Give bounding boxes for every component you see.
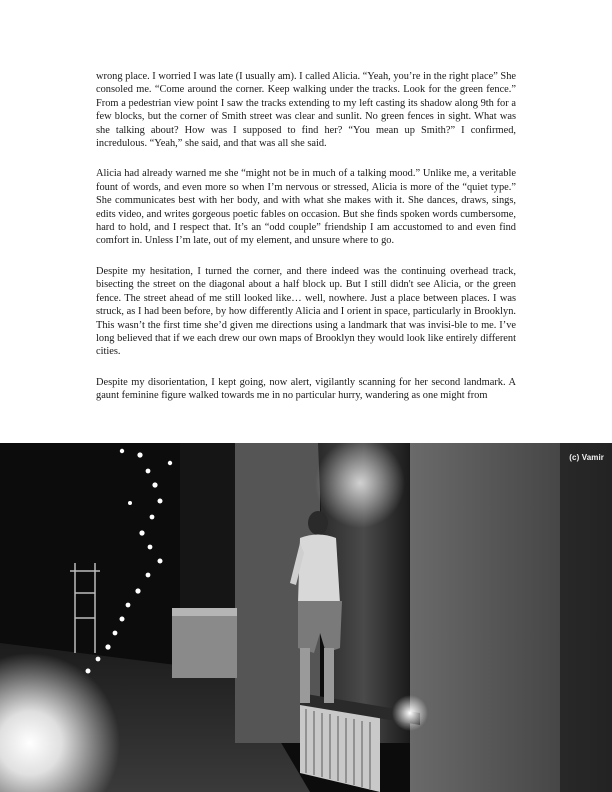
photo-credit: (c) Vamir: [569, 453, 604, 462]
radiator-left: [172, 608, 237, 678]
article-body: [96, 70, 516, 420]
paragraph-4: Despite my disorientation, I kept going, now alert, vigilantly scanning for her second landmark. A gaunt feminine figure walked towards me in no particular hurry, wandering as one might from: [96, 376, 516, 402]
paragraph-1: wrong place. I worried I was late (I usually am). I called Alicia. “Yeah, you’re in the right place” She consoled me. “Come around the corner. Keep walking under the tracks. Look for the green fence.” From a pedestrian view point I saw the tracks extending to my left casting its shadow along 9th for a few blocks, but the corner of Smith street was clear and sunlit. No green fences in sight. What was she talking about? How was I supposed to find her? “You mean up Smith?” I confirmed, incredulous. “Yeah,” she said, and that was all she said.: [96, 71, 516, 150]
photo-scene: [0, 443, 612, 792]
paragraph-3: Despite my hesitation, I turned the corner, and there indeed was the continuing overhead track, bisecting the street on the diagonal about a half block up. But I still didn't see Alicia, or the green fence. The street ahead of me still looked like… well, nowhere. Just a place between places. I was struck, as I had been before, by how differently Alicia and I orient in space, particularly in Brooklyn. This wasn’t the first time she’d given me directions using a landmark that was invisi-ble to me. I’ve long believed that if we each drew our own maps of Brooklyn they would look like entirely different cities.: [96, 265, 516, 358]
paragraph-2: Alicia had already warned me she “might not be in much of a talking mood.” Unlike me, a veritable fount of words, and even more so when I’m nervous or stressed, Alicia is more of the “quiet type.” She communicates best with her body, and with what she makes with it. She dances, draws, sings, edits video, and writes gorgeous poetic fables on occasion. But she finds spoken words cumbersome, hard to hold, and I respect that. It’s an “odd couple” friendship I am accustomed to and even find comfort in. Unless I’m late, out of my element, and unsure where to go.: [96, 168, 516, 247]
photograph: [0, 443, 612, 792]
